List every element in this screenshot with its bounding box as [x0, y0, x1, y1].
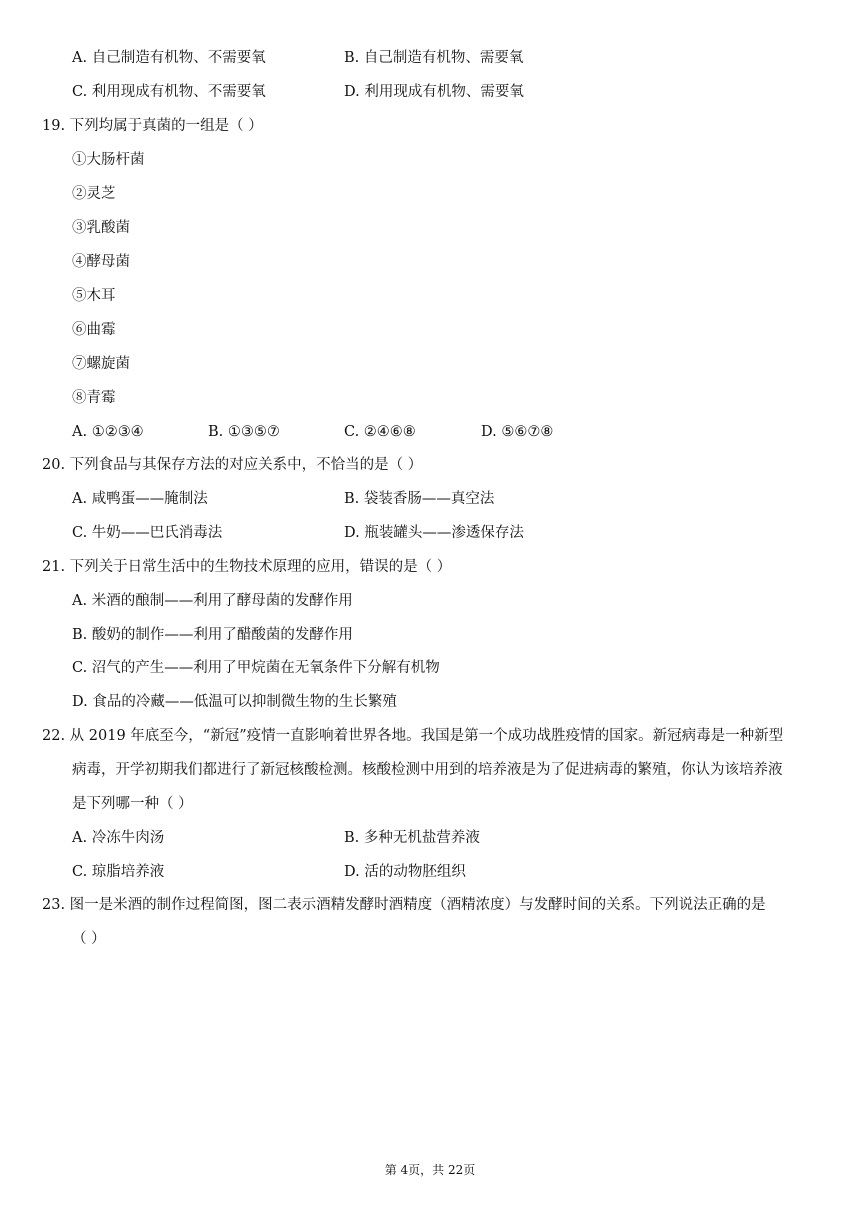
q19-stem: 19. 下列均属于真菌的一组是（ ） — [42, 118, 263, 134]
q20-option-c: C. 牛奶——巴氏消毒法 — [72, 525, 223, 541]
q20-option-a: A. 咸鸭蛋——腌制法 — [72, 491, 208, 507]
q19-option-d: D. ⑤⑥⑦⑧ — [481, 424, 554, 440]
q20-option-b: B. 袋装香肠——真空法 — [344, 491, 495, 507]
q21-stem: 21. 下列关于日常生活中的生物技术原理的应用，错误的是（ ） — [42, 559, 452, 575]
q18-option-c: C. 利用现成有机物、不需要氧 — [72, 84, 266, 100]
q18-option-b: B. 自己制造有机物、需要氧 — [344, 50, 524, 66]
q19-item: ③乳酸菌 — [72, 220, 130, 236]
q22-stem-line-1: 22. 从 2019 年底至今，“新冠”疫情一直影响着世界各地。我国是第一个成功战胜疫情的国家。新冠病毒是一种新型 — [42, 728, 784, 744]
q19-item: ⑤木耳 — [72, 288, 116, 304]
q22-option-c: C. 琼脂培养液 — [72, 864, 165, 880]
q19-item: ⑦螺旋菌 — [72, 356, 130, 372]
q22-option-b: B. 多种无机盐营养液 — [344, 830, 480, 846]
q23-stem-line-2: （ ） — [72, 931, 106, 947]
q20-stem: 20. 下列食品与其保存方法的对应关系中，不恰当的是（ ） — [42, 457, 423, 473]
q18-option-a: A. 自己制造有机物、不需要氧 — [72, 50, 266, 66]
q23-stem-line-1: 23. 图一是米酒的制作过程简图，图二表示酒精发酵时酒精度（酒精浓度）与发酵时间的关系。下列说法正确的是 — [42, 897, 766, 913]
q19-option-c: C. ②④⑥⑧ — [344, 424, 416, 440]
q19-item: ⑥曲霉 — [72, 322, 116, 338]
q20-option-d: D. 瓶装罐头——渗透保存法 — [344, 525, 524, 541]
q22-stem-line-2: 病毒，开学初期我们都进行了新冠核酸检测。核酸检测中用到的培养液是为了促进病毒的繁殖，你认为该培养液 — [72, 762, 783, 778]
q21-option-c: C. 沼气的产生——利用了甲烷菌在无氧条件下分解有机物 — [72, 660, 440, 676]
q22-option-a: A. 冷冻牛肉汤 — [72, 830, 165, 846]
q19-option-b: B. ①③⑤⑦ — [208, 424, 280, 440]
q18-option-d: D. 利用现成有机物、需要氧 — [344, 84, 524, 100]
q19-option-a: A. ①②③④ — [72, 424, 144, 440]
q21-option-b: B. 酸奶的制作——利用了醋酸菌的发酵作用 — [72, 627, 353, 643]
page-footer: 第 4页，共 22页 — [384, 1163, 476, 1177]
q22-stem-line-3: 是下列哪一种（ ） — [72, 796, 193, 812]
q21-option-d: D. 食品的冷藏——低温可以抑制微生物的生长繁殖 — [72, 694, 397, 710]
q19-item: ①大肠杆菌 — [72, 152, 145, 168]
q21-option-a: A. 米酒的酿制——利用了酵母菌的发酵作用 — [72, 593, 353, 609]
q19-item: ④酵母菌 — [72, 254, 130, 270]
q22-option-d: D. 活的动物胚组织 — [344, 864, 466, 880]
q19-item: ⑧青霉 — [72, 390, 116, 406]
q19-item: ②灵芝 — [72, 186, 116, 202]
